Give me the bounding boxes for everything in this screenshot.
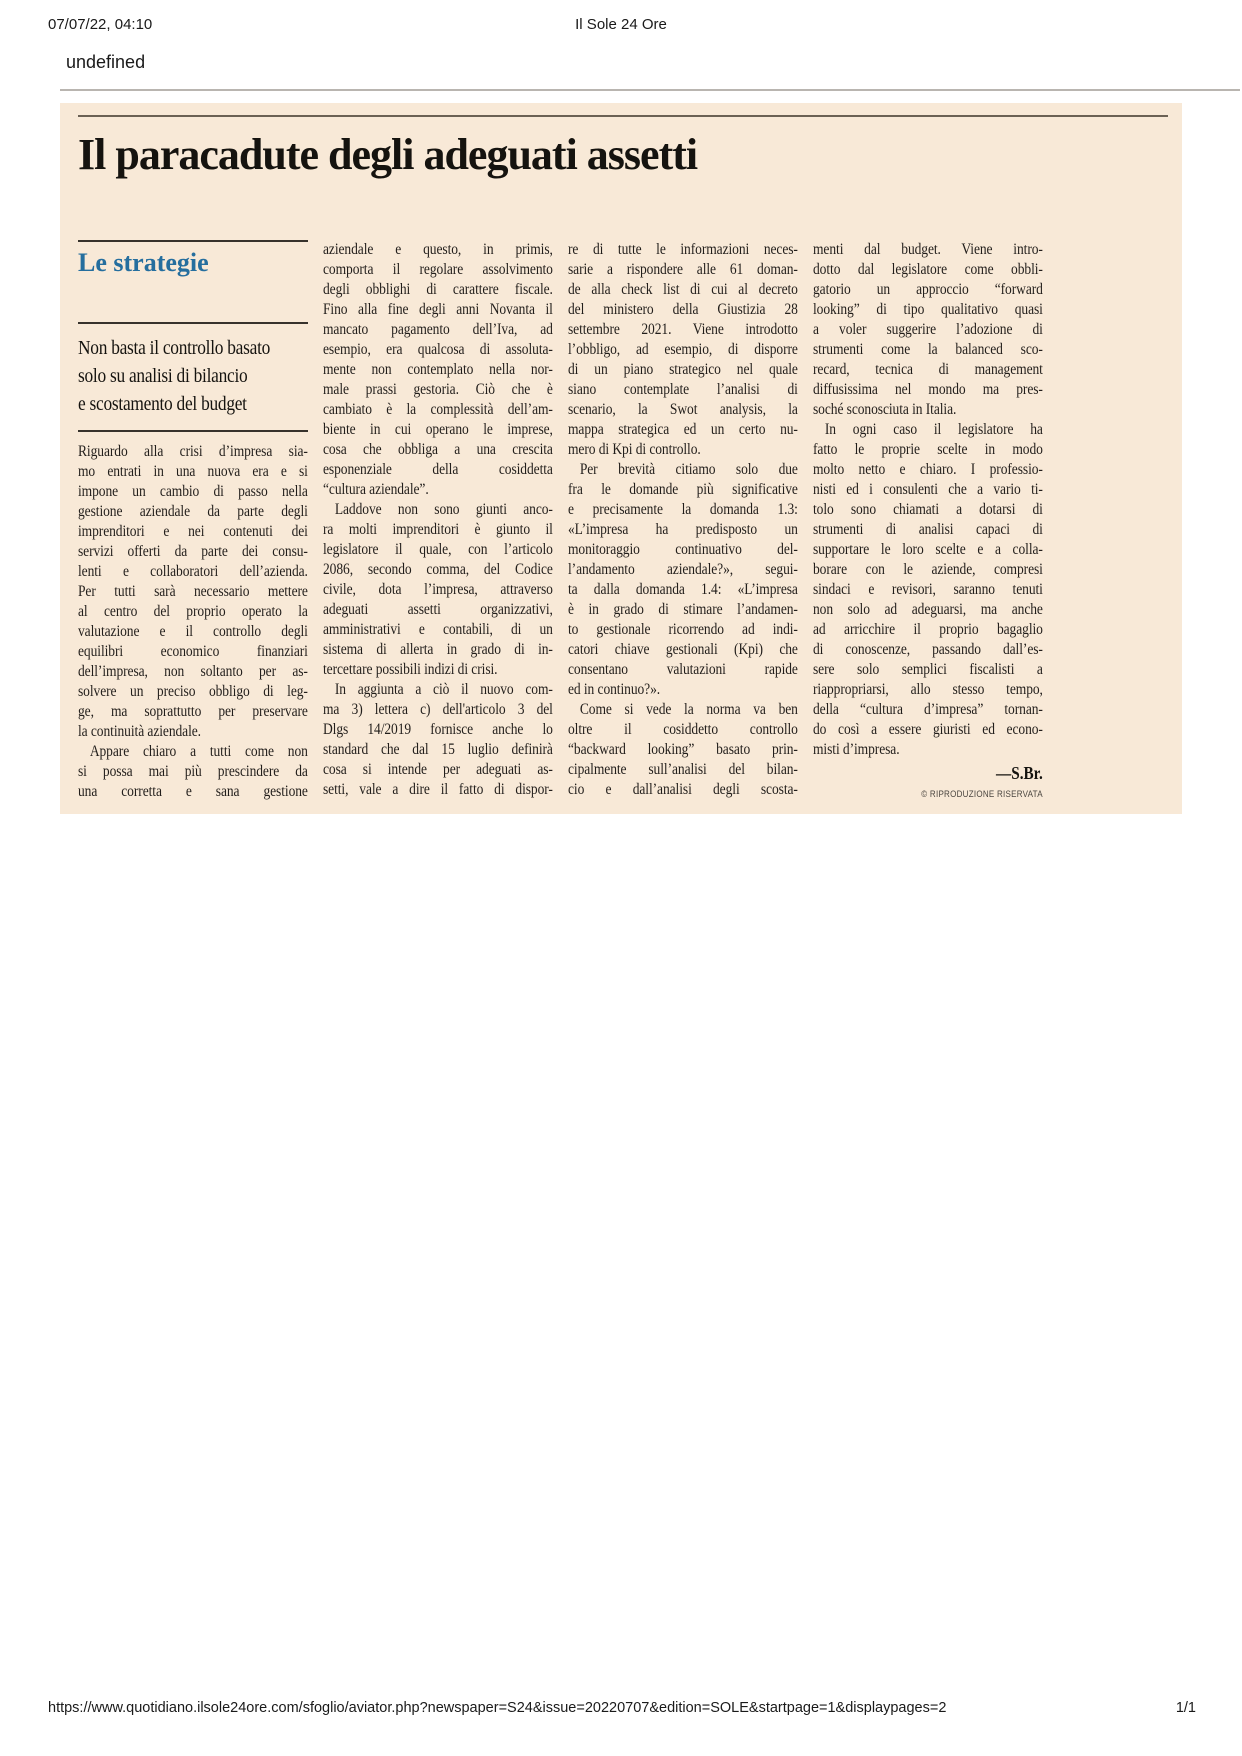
body-line: sarie a rispondere alle 61 doman- <box>568 261 798 278</box>
body-line: de alla check list di cui al decreto <box>568 281 798 298</box>
undefined-label: undefined <box>66 52 146 72</box>
page-indicator: 1/1 <box>1175 1700 1196 1716</box>
body-line: una corretta e sana gestione <box>78 783 308 800</box>
body-line: “cultura aziendale”. <box>323 481 429 498</box>
header-datetime: 07/07/22, 04:10 <box>48 16 153 33</box>
body-line: l’obbligo, ad esempio, di disporre <box>568 341 798 358</box>
article-column-2 <box>323 240 553 802</box>
body-line: settembre 2021. Viene introdotto <box>568 321 798 338</box>
subtitle-line: Non basta il controllo basato <box>78 337 271 359</box>
body-line: In aggiunta a ciò il nuovo com- <box>334 681 553 698</box>
body-line: amministrativi e contabili, di un <box>323 621 553 638</box>
article-title: Il paracadute degli adeguati assetti <box>78 130 698 179</box>
body-line: Appare chiaro a tutti come non <box>89 743 308 760</box>
body-line: do così a essere giuristi ed econo- <box>813 721 1043 738</box>
body-line: imprenditori e nei contenuti dei <box>78 523 308 540</box>
body-line: l’andamento aziendale?», segui- <box>568 561 798 578</box>
article-column-4 <box>813 240 1043 802</box>
body-line: molto netto e chiaro. I professio- <box>813 461 1043 478</box>
column-body-2 <box>323 240 553 800</box>
body-line: ge, ma soprattutto per preservare <box>78 703 308 720</box>
body-line: misti d’impresa. <box>813 741 900 758</box>
body-line: di conoscenze, passando dall’es- <box>813 641 1043 658</box>
body-line: cosa che obbliga a una crescita <box>323 441 553 458</box>
body-line: riappropriarsi, allo stesso tempo, <box>813 681 1043 698</box>
body-line: setti, vale a dire il fatto di dispor- <box>323 781 553 798</box>
title-top-rule <box>78 115 1168 117</box>
body-line: supportare le loro scelte e a colla- <box>813 541 1043 558</box>
body-line: re di tutte le informazioni neces- <box>568 241 798 258</box>
body-line: di un piano strategico nel quale <box>568 361 798 378</box>
body-line: siano contemplate l’analisi di <box>568 381 798 398</box>
body-line: non solo ad adeguarsi, ma anche <box>813 601 1043 618</box>
body-line: tolo sono chiamati a dotarsi di <box>813 501 1043 518</box>
body-line: la continuità aziendale. <box>78 723 201 740</box>
body-line: cio e dall’analisi degli scosta- <box>568 781 798 798</box>
body-line: sistema di allerta in grado di in- <box>323 641 553 658</box>
body-line: «L’impresa ha predisposto un <box>568 521 798 538</box>
body-line: al centro del proprio operato la <box>78 603 308 620</box>
subtitle-line: solo su analisi di bilancio <box>78 365 248 387</box>
body-line: mo entrati in una nuova era e si <box>78 463 308 480</box>
header-divider <box>60 89 1240 91</box>
body-line: legislatore il quale, con l’articolo <box>323 541 553 558</box>
site-title: Il Sole 24 Ore <box>575 16 667 33</box>
body-line: lenti e collaboratori dell’azienda. <box>78 563 308 580</box>
body-line: borare con le aziende, compresi <box>813 561 1043 578</box>
body-line: cosa si intende per adeguati as- <box>323 761 553 778</box>
body-line: della “cultura d’impresa” tornan- <box>813 701 1043 718</box>
body-line: Per brevità citiamo solo due <box>579 461 798 478</box>
body-line: cambiato è la complessità dell’am- <box>323 401 553 418</box>
body-line: Per tutti sarà necessario mettere <box>78 583 308 600</box>
body-line: In ogni caso il legislatore ha <box>824 421 1043 438</box>
body-line: “backward looking” basato prin- <box>568 741 798 758</box>
body-line: è in grado di stimare l’andamen- <box>568 601 798 618</box>
body-line: ma 3) lettera c) dell'articolo 3 del <box>323 701 553 718</box>
body-line: ra molti imprenditori è giunto il <box>323 521 553 538</box>
body-line: catori chiave gestionali (Kpi) che <box>568 641 798 658</box>
kicker-rule-bottom <box>78 322 308 324</box>
body-line: civile, dota l’impresa, attraverso <box>323 581 553 598</box>
body-line: diffusissima nel mondo ma pres- <box>813 381 1043 398</box>
body-line: soché sconosciuta in Italia. <box>813 401 957 418</box>
body-line: scenario, la Swot analysis, la <box>568 401 798 418</box>
body-line: recard, tecnica di management <box>813 361 1043 378</box>
body-line: monitoraggio continuativo del- <box>568 541 798 558</box>
body-line: dotto dal legislatore come obbli- <box>813 261 1043 278</box>
column-body-4 <box>813 240 1043 760</box>
body-line: valutazione e il controllo degli <box>78 623 308 640</box>
body-line: fra le domande più significative <box>568 481 798 498</box>
body-line: Riguardo alla crisi d’impresa sia- <box>78 443 308 460</box>
body-line: Dlgs 14/2019 fornisce anche lo <box>323 721 553 738</box>
body-line: oltre il cosiddetto controllo <box>568 721 798 738</box>
body-line: strumenti di analisi capaci di <box>813 521 1043 538</box>
article-columns <box>78 240 1043 802</box>
body-line: a voler suggerire l’adozione di <box>813 321 1043 338</box>
subtitle-line: e scostamento del budget <box>78 393 247 415</box>
article-byline: —S.Br. <box>996 763 1043 783</box>
body-line: nisti ed i consulenti che a vario ti- <box>813 481 1043 498</box>
body-line: Fino alla fine degli anni Novanta il <box>323 301 553 318</box>
body-line: adeguati assetti organizzativi, <box>323 601 553 618</box>
body-line: tercettare possibili indizi di crisi. <box>323 661 498 678</box>
kicker-rule-top <box>78 240 308 242</box>
body-line: male prassi gestoria. Ciò che è <box>323 381 553 398</box>
print-header <box>0 16 1242 40</box>
body-line: Come si vede la norma va ben <box>579 701 798 718</box>
body-line: solvere un preciso obbligo di leg- <box>78 683 308 700</box>
body-line: Laddove non sono giunti anco- <box>334 501 553 518</box>
body-line: menti dal budget. Viene intro- <box>813 241 1043 258</box>
body-line: standard che dal 15 luglio definirà <box>323 741 553 758</box>
body-line: strumenti come la balanced sco- <box>813 341 1043 358</box>
subtitle-rule-bottom <box>78 430 308 432</box>
article-subtitle <box>78 334 308 418</box>
body-line: to gestionale ricorrendo ad indi- <box>568 621 798 638</box>
article-card <box>60 103 1182 814</box>
body-line: del ministero della Giustizia 28 <box>568 301 798 318</box>
body-line: comporta il regolare assolvimento <box>323 261 553 278</box>
body-line: ad arricchire il proprio bagaglio <box>813 621 1043 638</box>
body-line: si possa mai più prescindere da <box>78 763 308 780</box>
body-line: looking” di tipo qualitativo quasi <box>813 301 1043 318</box>
body-line: esponenziale della cosiddetta <box>323 461 553 478</box>
body-line: dell’impresa, non soltanto per as- <box>78 663 308 680</box>
body-line: mente non contemplato nella nor- <box>323 361 553 378</box>
body-line: ta dalla domanda 1.4: «L’impresa <box>568 581 798 598</box>
body-line: gatorio un approccio “forward <box>813 281 1043 298</box>
body-line: 2086, secondo comma, del Codice <box>323 561 553 578</box>
body-line: mero di Kpi di controllo. <box>568 441 701 458</box>
body-line: consentano valutazioni rapide <box>568 661 798 678</box>
body-line: fatto le proprie scelte in modo <box>813 441 1043 458</box>
body-line: equilibri economico finanziari <box>78 643 308 660</box>
body-line: sindaci e revisori, saranno tenuti <box>813 581 1043 598</box>
article-kicker: Le strategie <box>78 248 209 277</box>
body-line: e precisamente la domanda 1.3: <box>568 501 798 518</box>
body-line: ed in continuo?». <box>568 681 661 698</box>
body-line: aziendale e questo, in primis, <box>323 241 553 258</box>
body-line: mappa strategica ed un certo nu- <box>568 421 798 438</box>
body-line: impone un cambio di passo nella <box>78 483 308 500</box>
article-column-1 <box>78 240 308 802</box>
footer-url: https://www.quotidiano.ilsole24ore.com/sfoglio/aviator.php?newspaper=S24&issue=20220707&edition=SOLE&startpage=1&displaypages=2 <box>48 1700 947 1716</box>
body-line: esempio, era qualcosa di assoluta- <box>323 341 553 358</box>
body-line: sere solo semplici fiscalisti a <box>813 661 1043 678</box>
body-line: biente in cui operano le imprese, <box>323 421 553 438</box>
body-line: mancato pagamento dell’Iva, ad <box>323 321 553 338</box>
column-body-3 <box>568 240 798 800</box>
body-line: gestione aziendale da parte degli <box>78 503 308 520</box>
body-line: servizi offerti da parte dei consu- <box>78 543 308 560</box>
article-column-3 <box>568 240 798 802</box>
body-line: cipalmente sull’analisi del bilan- <box>568 761 798 778</box>
column-body-1 <box>78 442 308 802</box>
body-line: degli obblighi di carattere fiscale. <box>323 281 553 298</box>
copyright-notice: © RIPRODUZIONE RISERVATA <box>921 789 1043 800</box>
